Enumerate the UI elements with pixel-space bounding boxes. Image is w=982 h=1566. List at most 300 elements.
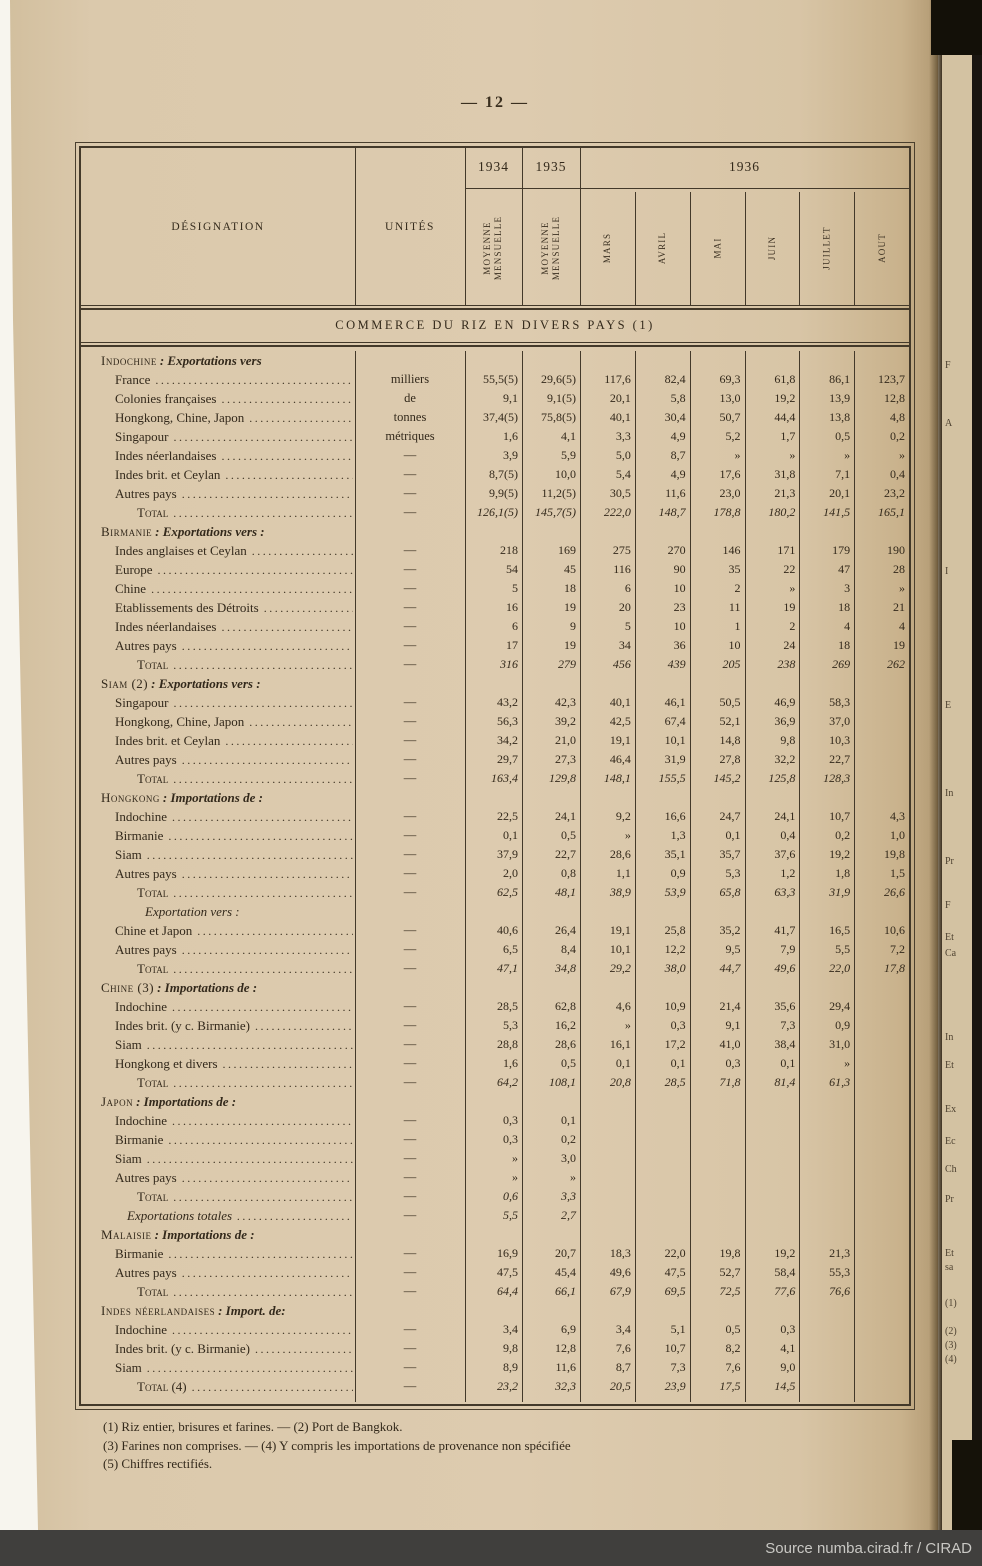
value-cell: 0,1 [503,828,518,842]
dot-leader [182,1168,353,1187]
value-cell: 9,8 [503,1341,518,1355]
value-cell [744,1111,799,1130]
value-cell [635,1130,690,1149]
value-cell [635,351,690,370]
dot-leader [182,484,353,503]
column-header-designation: DÉSIGNATION [171,220,265,233]
value-cell [635,978,690,997]
value-cell [635,1111,690,1130]
row-label: Siam ..... [81,1035,355,1054]
value-cell: 63,3 [774,885,796,899]
value-cell [580,1225,635,1244]
table-row [81,617,909,636]
value-cell: 19,2 [774,1246,796,1260]
table-row [81,693,909,712]
value-cell: 62,5 [497,885,518,899]
dot-leader [147,1149,353,1168]
value-cell: 24,7 [719,809,741,823]
column-rule [465,148,466,305]
value-cell: 148,1 [603,771,631,785]
page-fragment: (3) [945,1340,957,1351]
row-label: Indes brit. (y c. Birmanie) ..... [81,1339,355,1358]
value-cell [690,1168,745,1187]
value-cell: 116 [613,562,631,576]
row-label: Indochine ..... [81,1111,355,1130]
value-cell: 8,4 [561,942,576,956]
value-cell: 16,2 [555,1018,576,1032]
table-row [81,902,909,921]
value-cell: 46,1 [664,695,686,709]
value-cell [854,1073,909,1092]
dot-leader [173,769,353,788]
value-cell [522,978,580,997]
value-cell: 9,2 [615,809,631,823]
value-cell: 38,0 [664,961,686,975]
column-header-month-mai: MAI [712,236,723,259]
value-cell [635,902,690,921]
value-cell: 3 [844,581,851,595]
value-cell [690,351,745,370]
column-rule [635,351,636,1402]
table [79,146,911,1406]
table-row [81,845,909,864]
value-cell: 10 [728,638,741,652]
value-cell [744,1092,799,1111]
value-cell: 0,1 [670,1056,686,1070]
table-row [81,807,909,826]
value-cell: 108,1 [549,1075,576,1089]
unit-cell: — [403,1056,417,1070]
dot-leader [252,541,353,560]
value-cell: » [898,581,905,595]
row-label: Indes brit. et Ceylan ..... [81,465,355,484]
row-label: Exportation vers : [145,904,240,919]
value-cell: 55,3 [829,1265,851,1279]
value-cell: » [898,448,905,462]
value-cell: 67,9 [609,1284,631,1298]
column-rule [799,192,800,305]
unit-cell: — [403,695,417,709]
value-cell: 19,1 [609,733,631,747]
value-cell: 28,8 [497,1037,518,1051]
unit-cell: — [403,1189,417,1203]
table-row [81,560,909,579]
value-cell: 58,3 [829,695,851,709]
page-fragment: (2) [945,1326,957,1337]
value-cell [465,788,522,807]
value-cell: 10 [673,581,686,595]
row-label: Hongkong et divers ..... [81,1054,355,1073]
row-label: Total ..... [81,1073,355,1092]
value-cell [854,978,909,997]
section-heading-label: Hongkong : Importations de : [101,790,263,805]
value-cell: 36 [673,638,686,652]
value-cell: 24,1 [555,809,576,823]
row-label: Total (4) ..... [81,1377,355,1396]
page-fragment: Pr [945,1194,954,1205]
value-cell: 148,7 [658,505,686,519]
value-cell: 19,8 [719,1246,741,1260]
dot-leader [249,712,353,731]
unit-cell: — [403,467,417,481]
row-label: Indes brit. et Ceylan ..... [81,731,355,750]
value-cell [799,1111,854,1130]
value-cell: 2 [789,619,796,633]
dot-leader [223,1054,353,1073]
value-cell [690,674,745,693]
value-cell: 35,7 [719,847,741,861]
page-fragment: Pr [945,856,954,867]
value-cell: 36,9 [774,714,796,728]
value-cell: 86,1 [829,372,851,386]
value-cell: 12,8 [883,391,905,405]
value-cell: 81,4 [774,1075,796,1089]
value-cell: 22,0 [664,1246,686,1260]
value-cell [522,351,580,370]
total-row [81,1282,909,1301]
table-row [81,1035,909,1054]
value-cell [799,674,854,693]
value-cell: 9,1 [503,391,518,405]
table-row [81,1130,909,1149]
dot-leader [221,617,353,636]
page-fragment: Et [945,932,954,943]
value-cell [799,902,854,921]
value-cell: 0,5 [561,828,576,842]
value-cell [465,1225,522,1244]
value-cell: 64,2 [497,1075,518,1089]
value-cell: 7,2 [889,942,905,956]
value-cell: 29,4 [829,999,851,1013]
value-cell: 90 [673,562,686,576]
value-cell: 9,1 [725,1018,741,1032]
section-heading-label: Indochine : Exportations vers [101,353,262,368]
value-cell [799,1320,854,1339]
section-heading-label: Birmanie : Exportations vers : [101,524,265,539]
value-cell: 145,2 [713,771,741,785]
dot-leader [168,826,353,845]
row-label: Total ..... [81,883,355,902]
value-cell: 2,0 [503,866,518,880]
value-cell: 10,1 [664,733,686,747]
value-cell: 45 [564,562,576,576]
dot-leader [168,1130,353,1149]
value-cell: 37,9 [497,847,518,861]
unit-cell: — [403,505,417,519]
value-cell [854,1244,909,1263]
value-cell [580,902,635,921]
value-cell: 25,8 [664,923,686,937]
table-row [81,1358,909,1377]
row-label: Exportations totales ..... [81,1206,355,1225]
table-row [81,921,909,940]
unit-cell: — [403,733,417,747]
section-heading [81,978,909,997]
value-cell: 178,8 [713,505,741,519]
value-cell: 0,9 [670,866,686,880]
value-cell [580,1168,635,1187]
value-cell [854,1206,909,1225]
value-cell [854,1282,909,1301]
value-cell: 16,5 [829,923,851,937]
table-row [81,465,909,484]
value-cell: 67,4 [664,714,686,728]
value-cell: 48,1 [555,885,576,899]
unit-cell: tonnes [393,410,427,424]
value-cell: 12,2 [664,942,686,956]
value-cell: 4,6 [615,999,631,1013]
table-row [81,370,909,389]
value-cell: 31,8 [774,467,796,481]
value-cell [854,902,909,921]
value-cell [744,1225,799,1244]
unit-cell: — [403,619,417,633]
value-cell [799,351,854,370]
value-cell: 23,2 [497,1379,518,1393]
dot-leader [172,1111,353,1130]
value-cell [799,522,854,541]
value-cell: 29,7 [497,752,518,766]
value-cell: 5,2 [725,429,741,443]
value-cell: 5 [512,581,518,595]
unit-cell: — [403,638,417,652]
value-cell: 439 [667,657,686,671]
section-heading-label: Siam (2) : Exportations vers : [101,676,261,691]
value-cell [690,1187,745,1206]
value-cell: 0,5 [561,1056,576,1070]
row-label: Birmanie ..... [81,1130,355,1149]
row-label: France ..... [81,370,355,389]
value-cell [580,674,635,693]
section-heading [81,351,909,370]
value-cell [744,674,799,693]
column-rule [580,351,581,1402]
value-cell [854,1111,909,1130]
value-cell: 20 [618,600,631,614]
value-cell [854,769,909,788]
row-label: Europe ..... [81,560,355,579]
value-cell: 30,4 [664,410,686,424]
column-rule [580,148,581,305]
value-cell [854,731,909,750]
value-cell: 1,0 [889,828,905,842]
value-cell: 4,1 [561,429,576,443]
value-cell [744,978,799,997]
value-cell [690,1225,745,1244]
section-heading [81,1301,909,1320]
column-header-moyenne-1934: MOYENNE MENSUELLE [482,215,504,280]
value-cell [854,351,909,370]
value-cell: 169 [558,543,576,557]
value-cell: » [844,448,851,462]
value-cell: 13,8 [829,410,851,424]
table-row [81,636,909,655]
value-cell: 3,4 [503,1322,518,1336]
row-label: Total ..... [81,959,355,978]
value-cell: 11 [728,600,741,614]
value-cell [690,1130,745,1149]
table-row [81,712,909,731]
unit-cell: — [403,1284,417,1298]
value-cell: » [844,1056,851,1070]
row-label: Indes néerlandaises ..... [81,446,355,465]
dot-leader [182,750,353,769]
column-rule [690,192,691,305]
value-cell: 82,4 [664,372,686,386]
value-cell: 11,2(5) [541,486,576,500]
page-fragment: In [945,1032,954,1043]
table-row [81,864,909,883]
dot-leader [173,655,353,674]
unit-cell: — [403,1132,417,1146]
value-cell [522,674,580,693]
value-cell: 6,9 [561,1322,576,1336]
dot-leader [173,1187,353,1206]
page-fragment: Et [945,1248,954,1259]
value-cell: 14,8 [719,733,741,747]
row-label: Indes néerlandaises ..... [81,617,355,636]
value-cell: 62,8 [555,999,576,1013]
row-label: Autres pays ..... [81,864,355,883]
value-cell [854,750,909,769]
dot-leader [221,389,353,408]
value-cell: 17 [506,638,518,652]
value-cell: 29,2 [609,961,631,975]
value-cell: 4 [844,619,851,633]
value-cell: 20,7 [555,1246,576,1260]
page-fragment: E [945,700,952,711]
value-cell: 42,3 [555,695,576,709]
value-cell: 1,3 [670,828,686,842]
value-cell: 3,9 [503,448,518,462]
value-cell [635,1092,690,1111]
value-cell: 8,7(5) [489,467,518,481]
source-credit: Source numba.cirad.fr / CIRAD [765,1539,972,1557]
value-cell: 39,2 [555,714,576,728]
row-label: Colonies françaises ..... [81,389,355,408]
value-cell: 0,5 [725,1322,741,1336]
value-cell: 11,6 [665,486,686,500]
years-underline [465,188,909,189]
unit-cell: — [403,1322,417,1336]
value-cell: 13,9 [829,391,851,405]
table-row [81,484,909,503]
value-cell: 64,4 [497,1284,518,1298]
dot-leader [158,560,353,579]
unit-cell: — [403,1170,417,1184]
value-cell: 49,6 [609,1265,631,1279]
value-cell: 61,8 [774,372,796,386]
value-cell: 10 [673,619,686,633]
row-label: Hongkong, Chine, Japon ..... [81,712,355,731]
value-cell: 42,5 [609,714,631,728]
unit-cell: — [403,961,417,975]
value-cell: 23 [673,600,686,614]
value-cell [854,1377,909,1396]
scan-corner-black [931,0,982,55]
value-cell: 20,8 [609,1075,631,1089]
value-cell: 21,3 [829,1246,851,1260]
value-cell [799,978,854,997]
value-cell: 30,5 [609,486,631,500]
section-heading [81,1092,909,1111]
dot-leader [147,1358,353,1377]
value-cell [854,1301,909,1320]
unit-cell: milliers [390,372,430,386]
unit-cell: — [403,562,417,576]
value-cell [635,1225,690,1244]
value-cell: 66,1 [555,1284,576,1298]
title-bottom-rule [81,342,909,347]
value-cell: 270 [667,543,686,557]
page-fragment: sa [945,1262,954,1273]
value-cell: 22,5 [497,809,518,823]
value-cell: 47,1 [497,961,518,975]
dot-leader [172,997,353,1016]
column-rule [522,148,523,305]
value-cell [744,788,799,807]
value-cell: 38,9 [609,885,631,899]
value-cell: 50,5 [719,695,741,709]
row-label: Autres pays ..... [81,750,355,769]
unit-cell: — [403,1246,417,1260]
value-cell [799,1339,854,1358]
table-row [81,1206,909,1225]
scan-edge-black [972,0,982,1530]
value-cell: » [624,828,631,842]
table-row [81,579,909,598]
value-cell: 22,7 [555,847,576,861]
value-cell [580,1111,635,1130]
value-cell: 10,7 [829,809,851,823]
value-cell: 128,3 [823,771,851,785]
value-cell: 21 [892,600,905,614]
value-cell [580,1301,635,1320]
footnote-1: (1) Riz entier, brisures et farines. — (2) Port de Bangkok. [103,1419,403,1434]
row-label: Total ..... [81,1187,355,1206]
unit-cell: — [403,1360,417,1374]
value-cell: 44,4 [774,410,796,424]
column-rule [635,192,636,305]
value-cell: 0,9 [835,1018,851,1032]
table-row [81,1149,909,1168]
value-cell: 155,5 [658,771,686,785]
value-cell: 8,7 [615,1360,631,1374]
row-label: Total ..... [81,769,355,788]
value-cell [690,788,745,807]
page-fragment: (1) [945,1298,957,1309]
value-cell: 456 [612,657,631,671]
row-label: Singapour ..... [81,427,355,446]
value-cell: 14,5 [774,1379,796,1393]
value-cell: 180,2 [768,505,796,519]
value-cell: 41,0 [719,1037,741,1051]
total-row [81,1073,909,1092]
value-cell: 0,3 [725,1056,741,1070]
value-cell: 5,1 [670,1322,686,1336]
dot-leader [173,1282,353,1301]
value-cell: 279 [558,657,576,671]
value-cell [854,997,909,1016]
value-cell [744,351,799,370]
page-fragment: Ec [945,1136,956,1147]
value-cell: 23,9 [664,1379,686,1393]
total-row [81,503,909,522]
value-cell: 55,5(5) [483,372,518,386]
column-header-1936: 1936 [729,159,760,174]
value-cell: 8,7 [670,448,686,462]
value-cell [522,522,580,541]
